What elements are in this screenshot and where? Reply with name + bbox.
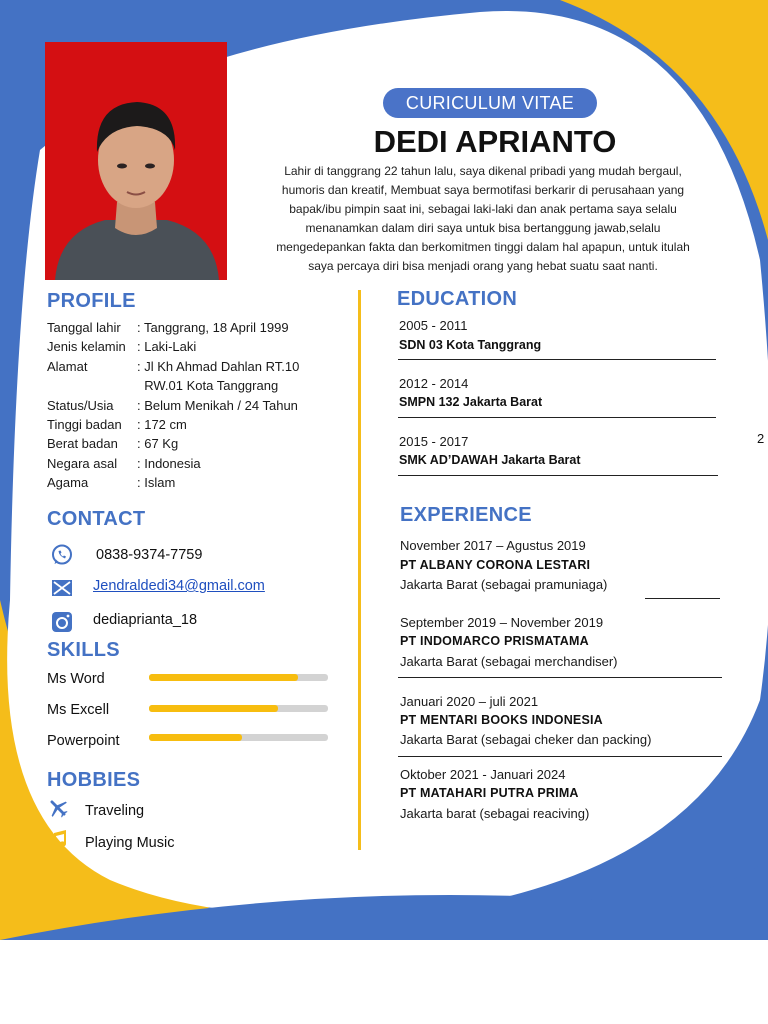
education-years: 2015 - 2017 (399, 434, 469, 449)
experience-company: PT MATAHARI PUTRA PRIMA (400, 786, 579, 800)
profile-photo (45, 42, 227, 280)
summary-line: mengedepankan fakta dan berkomitmen tinggi dalam hal apapun, untuk itulah (276, 240, 690, 254)
column-divider (358, 290, 361, 850)
summary-line: humoris dan kreatif, Membuat saya bermotifasi berkarir di perusahaan yang (281, 183, 685, 197)
profile-value: : Jl Kh Ahmad Dahlan RT.10 (137, 359, 300, 374)
profile-label: Agama (47, 475, 89, 490)
profile-label: Tanggal lahir (47, 320, 121, 335)
skill-bar-fill (149, 674, 298, 681)
profile-label: Negara asal (47, 456, 118, 471)
contact-heading: CONTACT (47, 508, 146, 530)
education-years: 2005 - 2011 (399, 318, 468, 333)
profile-value: : Laki-Laki (137, 339, 197, 354)
skill-label: Powerpoint (47, 733, 120, 749)
instagram-icon (51, 611, 73, 638)
education-school: SMK AD’DAWAH Jakarta Barat (399, 453, 581, 467)
experience-period: Oktober 2021 - Januari 2024 (400, 767, 566, 782)
profile-value: : Tanggrang, 18 April 1999 (137, 320, 289, 335)
candidate-name: DEDI APRIANTO (373, 124, 617, 159)
separator-line (398, 359, 716, 360)
experience-company: PT INDOMARCO PRISMATAMA (400, 634, 589, 648)
education-heading: EDUCATION (397, 288, 518, 310)
experience-detail: Jakarta Barat (sebagai cheker dan packing) (400, 732, 652, 747)
profile-value: RW.01 Kota Tanggrang (137, 378, 279, 393)
profile-label: Status/Usia (47, 398, 114, 413)
summary-line: menanamkan dalam diri saya untuk bisa bertanggung jawab,selalu (305, 221, 661, 235)
summary-line: saya percaya diri bisa menjadi orang yang hebat suatu saat nanti. (308, 259, 658, 273)
airplane-icon (47, 797, 69, 824)
profile-value: : Belum Menikah / 24 Tahun (137, 398, 298, 413)
separator-line (398, 756, 722, 757)
music-note-icon (47, 829, 69, 856)
skill-bar (149, 705, 328, 712)
skill-bar (149, 734, 328, 741)
summary-line: bapak/ibu pimpin saat ini, sebagai laki-laki dan anak pertama saya selalu (289, 202, 677, 216)
experience-company: PT MENTARI BOOKS INDONESIA (400, 713, 603, 727)
skill-bar-fill (149, 705, 278, 712)
skill-bar-fill (149, 734, 242, 741)
profile-label: Jenis kelamin (47, 339, 126, 354)
profile-value: : 172 cm (137, 417, 187, 432)
whatsapp-icon (50, 543, 74, 572)
mail-icon (51, 577, 73, 604)
profile-value: : Indonesia (137, 456, 201, 471)
separator-line (398, 677, 722, 678)
experience-detail: Jakarta Barat (sebagai merchandiser) (400, 654, 618, 669)
profile-value: : Islam (137, 475, 176, 490)
person-portrait-icon (45, 42, 227, 280)
profile-label: Alamat (47, 359, 88, 374)
experience-company: PT ALBANY CORONA LESTARI (400, 558, 591, 572)
skill-label: Ms Word (47, 671, 105, 687)
education-school: SDN 03 Kota Tanggrang (399, 338, 542, 352)
phone-number: 0838-9374-7759 (96, 547, 203, 563)
instagram-handle: dediaprianta_18 (93, 612, 198, 628)
hobby-label: Traveling (85, 803, 145, 819)
email-link[interactable]: Jendraldedi34@gmail.com (93, 578, 265, 594)
profile-value: : 67 Kg (137, 436, 179, 451)
experience-period: Januari 2020 – juli 2021 (400, 694, 539, 709)
hobby-label: Playing Music (85, 835, 175, 851)
education-school: SMPN 132 Jakarta Barat (399, 395, 543, 409)
summary-line: Lahir di tanggrang 22 tahun lalu, saya dikenal pribadi yang mudah bergaul, (284, 164, 682, 178)
experience-heading: EXPERIENCE (400, 504, 532, 526)
hobbies-heading: HOBBIES (47, 769, 141, 791)
cv-title-badge: CURICULUM VITAE (383, 88, 597, 118)
summary-paragraph (248, 162, 718, 276)
page-number: 2 (757, 431, 765, 446)
experience-detail: Jakarta barat (sebagai reaciving) (400, 806, 590, 821)
skills-heading: SKILLS (47, 639, 120, 661)
profile-label: Berat badan (47, 436, 118, 451)
skill-label: Ms Excell (47, 702, 110, 718)
experience-period: September 2019 – November 2019 (400, 615, 604, 630)
skill-bar (149, 674, 328, 681)
separator-line (398, 417, 716, 418)
separator-line (398, 475, 718, 476)
profile-table (47, 320, 347, 500)
education-years: 2012 - 2014 (399, 376, 469, 391)
experience-period: November 2017 – Agustus 2019 (400, 538, 586, 553)
profile-heading: PROFILE (47, 290, 136, 312)
experience-detail: Jakarta Barat (sebagai pramuniaga) (400, 577, 608, 592)
profile-label: Tinggi badan (47, 417, 122, 432)
separator-line (645, 598, 720, 599)
